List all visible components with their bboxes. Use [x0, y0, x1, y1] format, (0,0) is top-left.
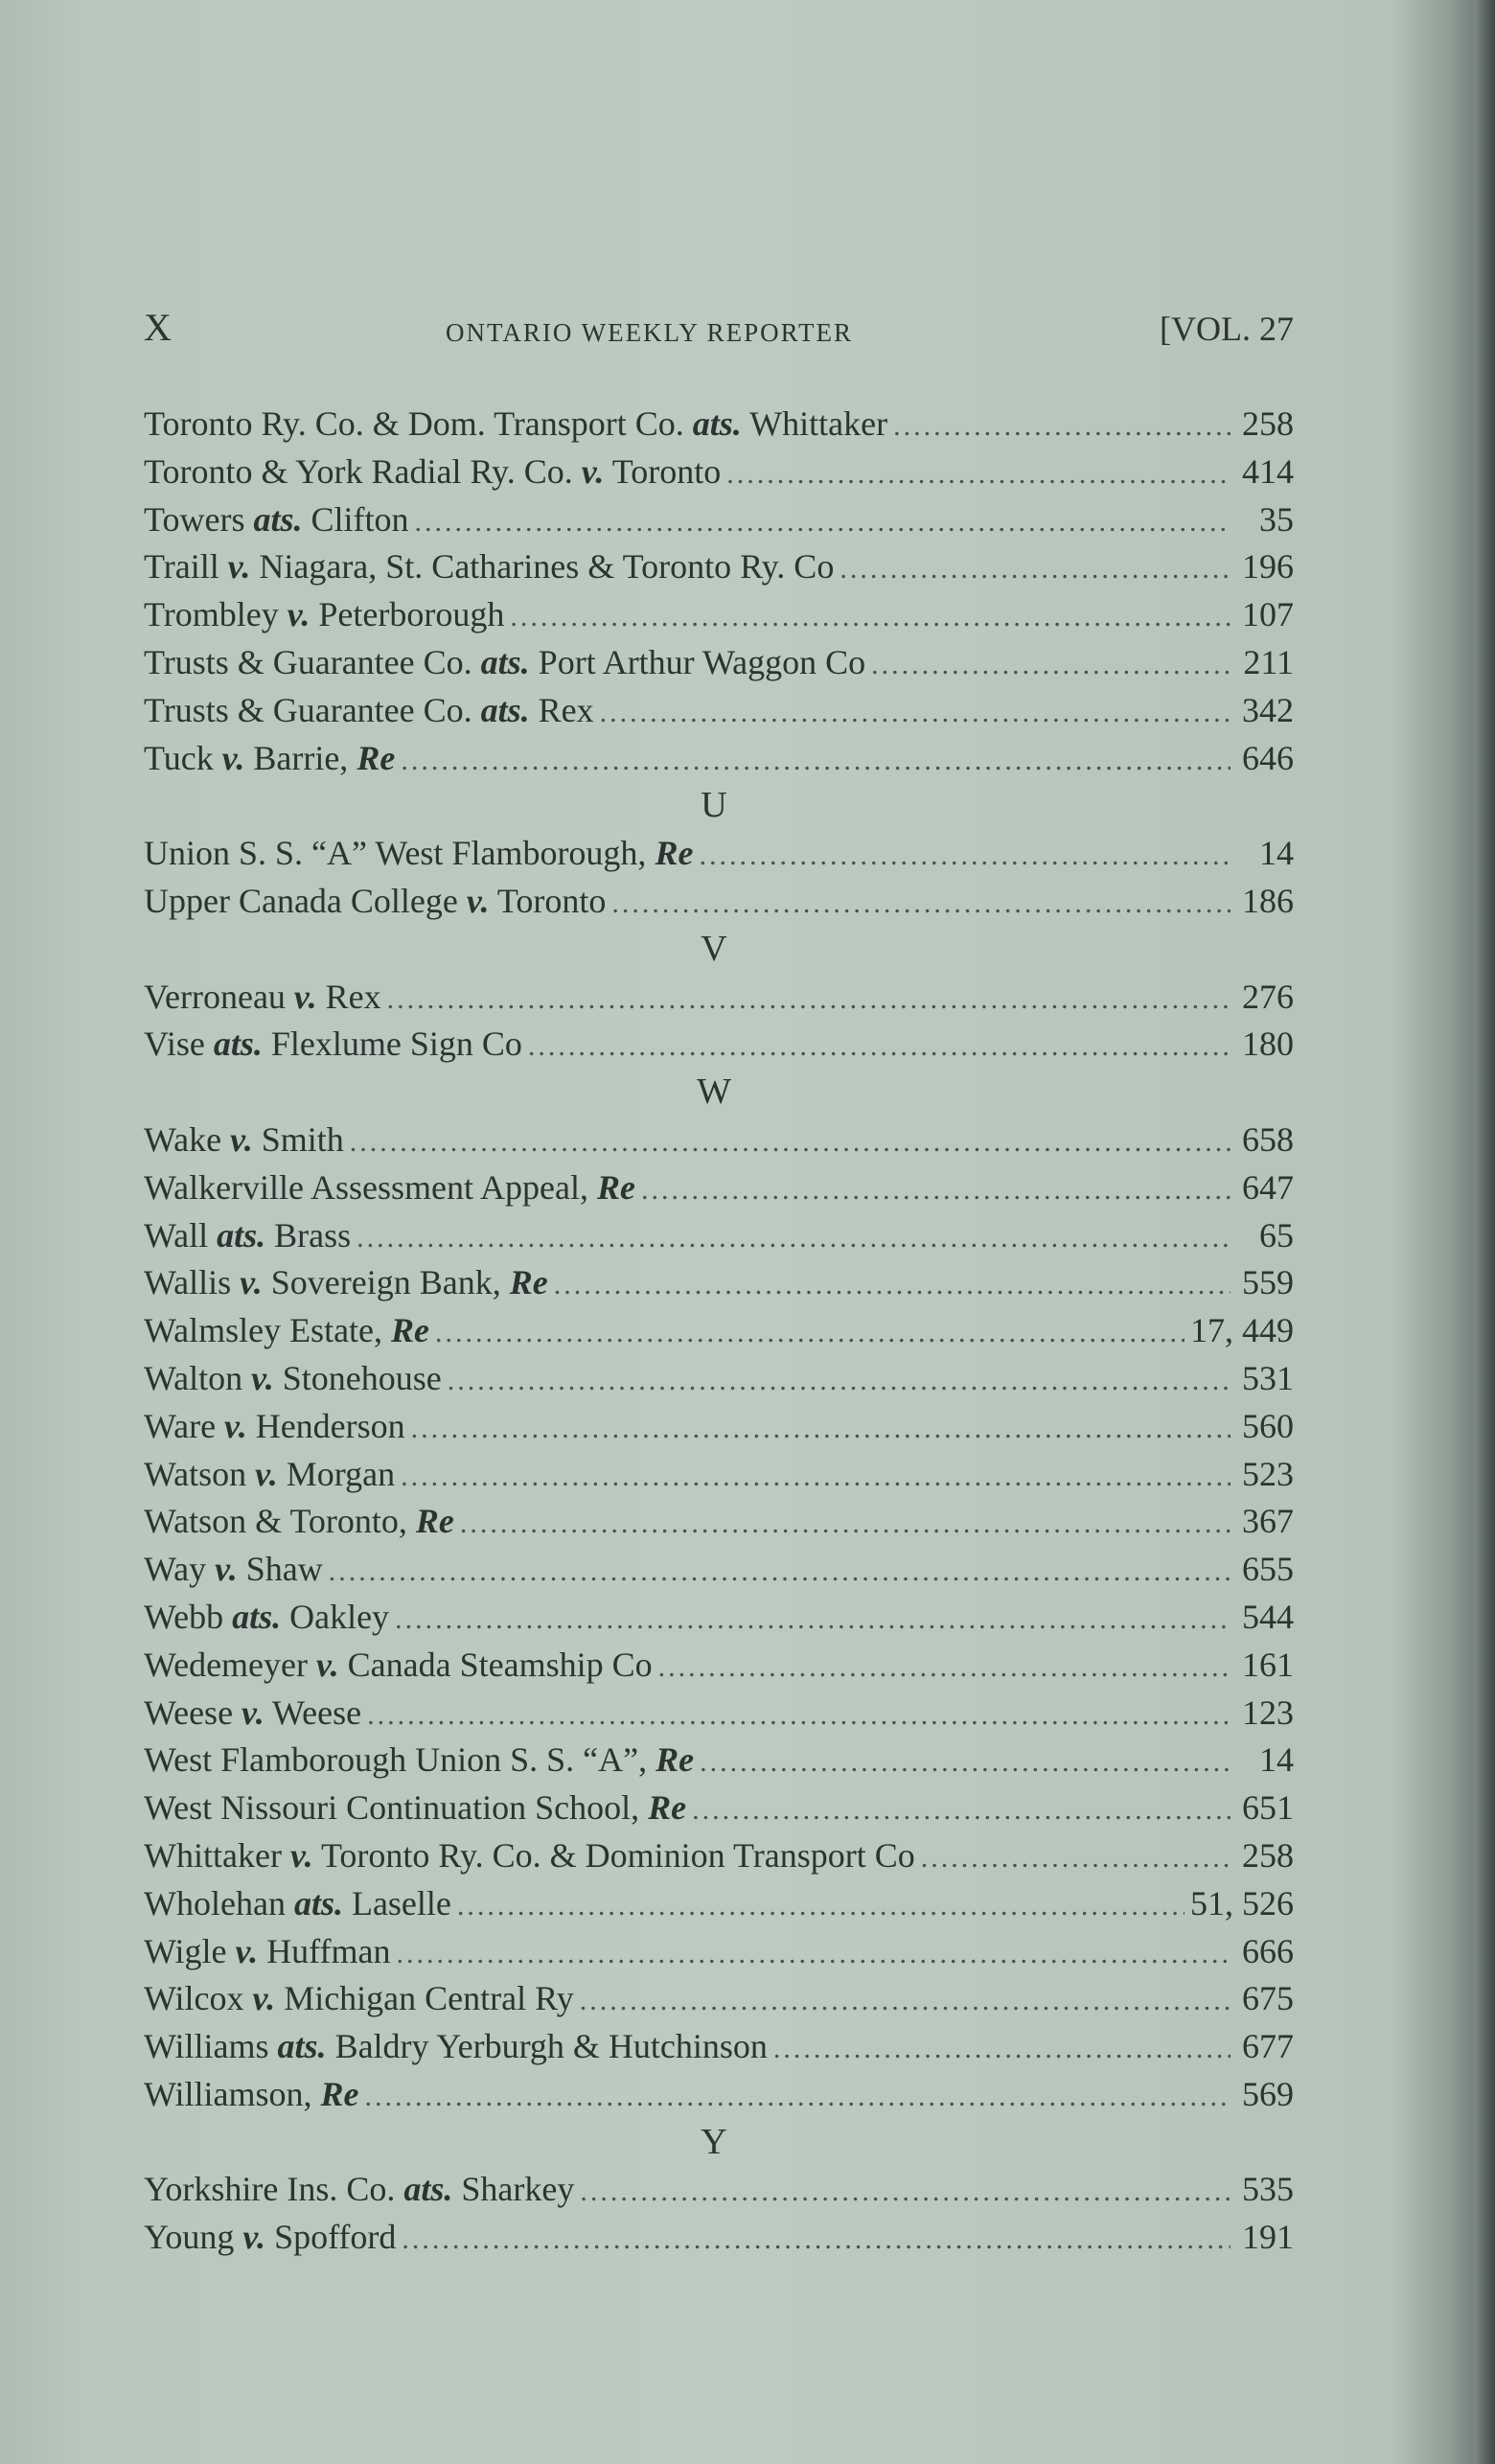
case-name — [144, 1164, 635, 1212]
case-name — [144, 878, 606, 926]
case-name-italic: Re — [509, 1263, 548, 1302]
case-name — [144, 1928, 391, 1976]
running-header — [144, 305, 1294, 362]
page-reference: 658 — [1242, 1119, 1294, 1159]
index-entry — [144, 1355, 1294, 1403]
index-entry — [144, 1164, 1294, 1212]
case-name-italic: v. — [221, 738, 245, 777]
case-name-text: Baldry Yerburgh & Hutchinson — [326, 2027, 768, 2066]
case-name-text: Weese — [144, 1693, 242, 1732]
case-name — [144, 830, 693, 878]
case-name-text: Spofford — [265, 2218, 397, 2257]
page-reference: 14 — [1259, 834, 1294, 873]
case-name-text: Canada Steamship Co — [338, 1645, 653, 1684]
case-name-italic: v. — [316, 1645, 339, 1684]
index-entry — [144, 1498, 1294, 1546]
leader-dots — [401, 737, 1230, 785]
leader-dots — [840, 545, 1230, 593]
case-name-text: West Flamborough Union S. S. “A”, — [144, 1740, 656, 1780]
page-reference: 414 — [1242, 451, 1294, 491]
index-entry — [144, 1737, 1294, 1785]
page-reference: 666 — [1242, 1931, 1294, 1970]
case-name-text: Port Arthur Waggon Co — [529, 642, 866, 681]
case-name-italic: ats. — [277, 2027, 327, 2066]
case-name — [144, 1594, 389, 1642]
leader-dots — [700, 1739, 1230, 1786]
case-name-text: Williams — [144, 2027, 278, 2066]
leader-dots — [600, 689, 1230, 737]
index-entry — [144, 1212, 1294, 1260]
case-name-text: Toronto — [604, 451, 722, 491]
page-reference: 65 — [1259, 1215, 1294, 1255]
case-name-text: Flexlume Sign Co — [262, 1025, 522, 1064]
case-name — [144, 735, 395, 783]
leader-dots — [871, 641, 1230, 689]
leader-dots — [580, 1977, 1230, 2025]
case-name-text: Whittaker — [144, 1835, 290, 1875]
leader-dots — [395, 1596, 1230, 1644]
index-entry — [144, 496, 1294, 544]
case-name — [144, 1117, 344, 1164]
page-reference: 123 — [1242, 1693, 1294, 1732]
page-reference: 367 — [1242, 1502, 1294, 1541]
page-reference: 51, 526 — [1190, 1883, 1294, 1923]
case-name-text: Walton — [144, 1358, 252, 1397]
case-name-italic: ats. — [403, 2170, 453, 2209]
case-name — [144, 1642, 653, 1690]
page-reference: 646 — [1242, 738, 1294, 777]
case-name-text: Niagara, St. Catharines & Toronto Ry. Co — [250, 547, 835, 587]
case-name — [144, 1451, 395, 1499]
section-letter: U — [701, 785, 727, 826]
case-name — [144, 1785, 686, 1832]
page-reference: 258 — [1242, 1835, 1294, 1875]
case-name-italic: Re — [391, 1311, 430, 1350]
case-name — [144, 2071, 359, 2119]
index-entry — [144, 1451, 1294, 1499]
index-entry — [144, 1690, 1294, 1738]
page-reference: 17, 449 — [1190, 1311, 1294, 1350]
page-reference: 191 — [1242, 2218, 1294, 2257]
case-name-text: Sharkey — [452, 2170, 575, 2209]
leader-dots — [367, 1692, 1230, 1739]
case-name-text: Tuck — [144, 738, 222, 777]
case-name-text: Verroneau — [144, 977, 294, 1016]
page-reference: 531 — [1242, 1358, 1294, 1397]
index-entry — [144, 1546, 1294, 1594]
case-name-text: Way — [144, 1550, 216, 1589]
volume-label: [VOL. 27 — [1160, 310, 1294, 348]
case-name-text: Huffman — [258, 1931, 391, 1970]
case-name-italic: ats. — [217, 1215, 266, 1255]
case-name-italic: v. — [224, 1406, 247, 1445]
case-name-text: Union S. S. “A” West Flamborough, — [144, 834, 656, 873]
case-name-text: Henderson — [246, 1406, 405, 1445]
page-reference: 647 — [1242, 1167, 1294, 1207]
index-entry — [144, 1642, 1294, 1690]
case-name-text: Watson & Toronto, — [144, 1502, 416, 1541]
case-name — [144, 496, 408, 544]
case-name-text: Trusts & Guarantee Co. — [144, 642, 481, 681]
page-reference: 258 — [1242, 404, 1294, 443]
case-name-italic: Re — [597, 1167, 636, 1207]
case-name-italic: ats. — [213, 1025, 263, 1064]
case-name-italic: v. — [293, 977, 317, 1016]
case-name-italic: Re — [356, 738, 396, 777]
case-name — [144, 543, 834, 591]
case-name-text: Trombley — [144, 595, 288, 634]
leader-dots — [773, 2025, 1230, 2073]
case-index-list — [144, 401, 1294, 2262]
index-entry — [144, 974, 1294, 1022]
index-entry — [144, 735, 1294, 783]
case-name-text: Toronto — [489, 881, 607, 920]
case-name-text: Webb — [144, 1597, 233, 1636]
page-reference: 186 — [1242, 881, 1294, 920]
case-name-text: West Nissouri Continuation School, — [144, 1788, 649, 1828]
case-name — [144, 1546, 323, 1594]
index-entry — [144, 2023, 1294, 2071]
case-name-italic: v. — [251, 1358, 274, 1397]
case-name-italic: Re — [415, 1502, 454, 1541]
leader-dots — [435, 1309, 1184, 1357]
case-name-text: Toronto Ry. Co. & Dom. Transport Co. — [144, 404, 693, 443]
case-name-italic: v. — [252, 1979, 276, 2018]
case-name-text: Williamson, — [144, 2074, 321, 2113]
index-entry — [144, 1785, 1294, 1832]
leader-dots — [401, 1453, 1230, 1501]
case-name-italic: v. — [227, 547, 251, 587]
leader-dots — [580, 2168, 1230, 2216]
case-name — [144, 1403, 405, 1451]
index-entry — [144, 591, 1294, 639]
index-entry — [144, 639, 1294, 687]
case-name — [144, 1690, 361, 1738]
leader-dots — [460, 1500, 1230, 1548]
leader-dots — [528, 1023, 1230, 1071]
case-name — [144, 1832, 915, 1880]
case-name-text: Morgan — [277, 1454, 396, 1493]
leader-dots — [402, 2216, 1230, 2264]
index-entry — [144, 687, 1294, 735]
page-reference: 677 — [1242, 2027, 1294, 2066]
case-name-text: Wilcox — [144, 1979, 253, 2018]
case-name — [144, 1880, 451, 1928]
page-numeral: X — [144, 306, 172, 349]
case-name-italic: v. — [289, 1835, 313, 1875]
index-entry — [144, 1928, 1294, 1976]
index-entry — [144, 1259, 1294, 1307]
case-name-text: Toronto & York Radial Ry. Co. — [144, 451, 582, 491]
case-name-italic: ats. — [232, 1597, 282, 1636]
case-name — [144, 2023, 768, 2071]
page-reference: 196 — [1242, 547, 1294, 587]
case-name-italic: Re — [648, 1788, 687, 1828]
case-name-text: Yorkshire Ins. Co. — [144, 2170, 404, 2209]
case-name — [144, 591, 504, 639]
leader-dots — [397, 1930, 1231, 1978]
index-entry — [144, 1117, 1294, 1164]
case-name — [144, 1021, 522, 1069]
case-name-italic: v. — [242, 2218, 266, 2257]
page-reference: 569 — [1242, 2074, 1294, 2113]
case-name-text: Towers — [144, 499, 254, 539]
page-reference: 35 — [1259, 499, 1294, 539]
case-name-text: Vise — [144, 1025, 214, 1064]
case-name-text: Rex — [529, 690, 594, 729]
case-name — [144, 449, 721, 496]
case-name-text: Whittaker — [741, 404, 888, 443]
case-name-text: Rex — [316, 977, 381, 1016]
case-name-text: Clifton — [302, 499, 409, 539]
case-name-text: Wall — [144, 1215, 218, 1255]
case-name-italic: v. — [255, 1454, 278, 1493]
case-name — [144, 1737, 694, 1785]
leader-dots — [658, 1644, 1230, 1692]
leader-dots — [510, 593, 1230, 641]
case-name-text: Smith — [252, 1119, 344, 1159]
case-name — [144, 401, 887, 449]
leader-dots — [387, 976, 1230, 1024]
case-name-text: Michigan Central Ry — [275, 1979, 574, 2018]
leader-dots — [921, 1834, 1230, 1882]
leader-dots — [365, 2073, 1230, 2121]
page-reference: 523 — [1242, 1454, 1294, 1493]
page-reference: 276 — [1242, 977, 1294, 1016]
leader-dots — [411, 1405, 1230, 1453]
index-entry — [144, 1975, 1294, 2023]
case-name — [144, 687, 594, 735]
section-letter: V — [701, 928, 727, 969]
case-name-text: Wigle — [144, 1931, 236, 1970]
case-name — [144, 974, 381, 1022]
index-entry — [144, 2166, 1294, 2214]
case-name-italic: v. — [287, 595, 310, 634]
index-entry — [144, 1880, 1294, 1928]
index-entry — [144, 1832, 1294, 1880]
case-name — [144, 639, 865, 687]
case-name — [144, 1307, 429, 1355]
leader-dots — [457, 1882, 1184, 1930]
index-entry — [144, 1594, 1294, 1642]
case-name-italic: Re — [320, 2074, 359, 2113]
case-name-text: Traill — [144, 547, 228, 587]
leader-dots — [893, 403, 1230, 450]
case-name-italic: Re — [656, 1740, 695, 1780]
case-name-text: Wake — [144, 1119, 231, 1159]
page-reference: 559 — [1242, 1263, 1294, 1302]
leader-dots — [641, 1166, 1230, 1214]
index-entry — [144, 1403, 1294, 1451]
page-reference: 651 — [1242, 1788, 1294, 1828]
case-name-text: Toronto Ry. Co. & Dominion Transport Co — [312, 1835, 915, 1875]
index-entry — [144, 449, 1294, 496]
case-name-italic: ats. — [480, 642, 530, 681]
index-entry — [144, 1307, 1294, 1355]
page-reference: 535 — [1242, 2170, 1294, 2209]
case-name — [144, 1355, 442, 1403]
page-edge-shadow — [1474, 0, 1495, 2464]
case-name-text: Barrie, — [244, 738, 357, 777]
index-entry — [144, 1021, 1294, 1069]
case-name-text: Walmsley Estate, — [144, 1311, 392, 1350]
page-reference: 560 — [1242, 1406, 1294, 1445]
index-entry — [144, 878, 1294, 926]
leader-dots — [554, 1261, 1230, 1309]
page-reference: 675 — [1242, 1979, 1294, 2018]
case-name-italic: v. — [581, 451, 605, 491]
page-reference: 211 — [1243, 642, 1294, 681]
page-reference: 342 — [1242, 690, 1294, 729]
leader-dots — [329, 1548, 1230, 1596]
case-name-text: Laselle — [342, 1883, 451, 1923]
index-entry — [144, 401, 1294, 449]
case-name-text: Trusts & Guarantee Co. — [144, 690, 481, 729]
case-name-text: Shaw — [237, 1550, 323, 1589]
case-name — [144, 2214, 396, 2262]
section-letter: W — [697, 1071, 731, 1113]
case-name — [144, 1212, 351, 1260]
case-name-italic: ats. — [692, 404, 742, 443]
leader-dots — [414, 498, 1230, 546]
index-entry — [144, 2214, 1294, 2262]
case-name-text: Upper Canada College — [144, 881, 467, 920]
case-name-text: Weese — [264, 1693, 362, 1732]
index-entry — [144, 2071, 1294, 2119]
case-name-italic: ats. — [253, 499, 303, 539]
page-reference: 161 — [1242, 1645, 1294, 1684]
case-name-italic: Re — [655, 834, 694, 873]
leader-dots — [356, 1214, 1230, 1262]
leader-dots — [611, 880, 1230, 928]
case-name-italic: v. — [466, 881, 490, 920]
leader-dots — [699, 832, 1230, 880]
case-name — [144, 1259, 548, 1307]
case-name-text: Young — [144, 2218, 243, 2257]
case-name-italic: v. — [242, 1693, 264, 1732]
leader-dots — [448, 1357, 1230, 1405]
case-name-italic: v. — [215, 1550, 238, 1589]
case-name — [144, 1975, 574, 2023]
case-name-text: Stonehouse — [273, 1358, 442, 1397]
case-name-text: Wallis — [144, 1263, 241, 1302]
case-name-italic: ats. — [480, 690, 530, 729]
page-reference: 14 — [1259, 1740, 1294, 1780]
case-name-italic: v. — [240, 1263, 263, 1302]
case-name — [144, 2166, 574, 2214]
page-reference: 180 — [1242, 1025, 1294, 1064]
index-entry — [144, 830, 1294, 878]
case-name-text: Watson — [144, 1454, 256, 1493]
case-name-text: Walkerville Assessment Appeal, — [144, 1167, 598, 1207]
case-name-text: Brass — [265, 1215, 352, 1255]
case-name-text: Sovereign Bank, — [262, 1263, 510, 1302]
section-letter: Y — [701, 2121, 727, 2162]
case-name — [144, 1498, 454, 1546]
case-name-text: Oakley — [281, 1597, 390, 1636]
case-name-italic: ats. — [293, 1883, 343, 1923]
page-reference: 107 — [1242, 595, 1294, 634]
page-reference: 655 — [1242, 1550, 1294, 1589]
leader-dots — [726, 450, 1230, 498]
index-entry — [144, 543, 1294, 591]
leader-dots — [692, 1786, 1230, 1834]
running-title: ONTARIO WEEKLY REPORTER — [446, 318, 853, 347]
case-name-text: Wedemeyer — [144, 1645, 316, 1684]
case-name-text: Peterborough — [310, 595, 505, 634]
case-name-italic: v. — [235, 1931, 259, 1970]
case-name-italic: v. — [230, 1119, 253, 1159]
leader-dots — [350, 1118, 1230, 1166]
case-name-text: Ware — [144, 1406, 225, 1445]
page-reference: 544 — [1242, 1597, 1294, 1636]
case-name-text: Wholehan — [144, 1883, 294, 1923]
